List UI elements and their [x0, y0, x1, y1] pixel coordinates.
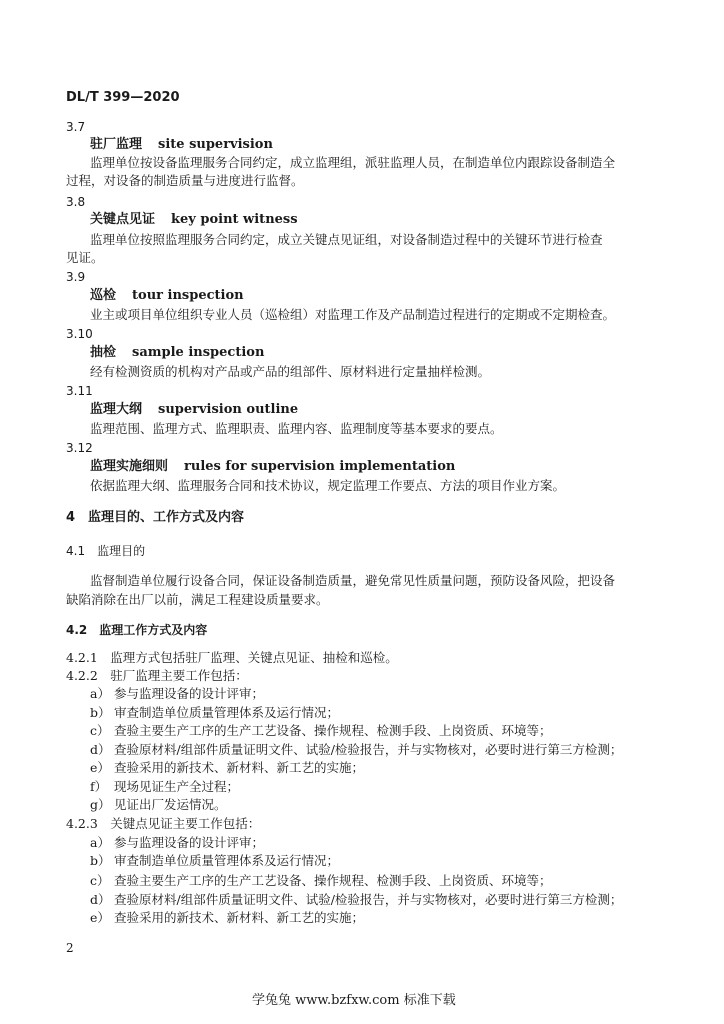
term-number: 3.7: [66, 120, 86, 134]
list-item-text: 查验主要生产工序的生产工艺设备、操作规程、检测手段、上岗资质、环境等；: [114, 723, 552, 738]
list-item-text: 查验采用的新技术、新材料、新工艺的实施；: [114, 760, 365, 775]
term-en: rules for supervision implementation: [184, 459, 456, 474]
clause-line: 4.2.1 监理方式包括驻厂监理、关键点见证、抽检和巡检。: [66, 650, 398, 665]
list-item: [90, 872, 552, 890]
list-item-letter: a）: [90, 686, 110, 701]
list-item: [90, 796, 227, 814]
subsection-heading: 4.1 监理目的: [66, 544, 146, 558]
list-item: [90, 778, 239, 796]
term-definition-line: 监理单位按照监理服务合同约定，成立关键点见证组，对设备制造过程中的关键环节进行检查: [90, 232, 603, 247]
clause-heading: 4.2.3 关键点见证主要工作包括：: [66, 816, 261, 831]
list-item-letter: c）: [90, 873, 110, 888]
term-title: [90, 401, 298, 419]
list-item-letter: f）: [90, 779, 108, 794]
list-item-letter: e）: [90, 910, 110, 925]
list-item-text: 查验原材料/组部件质量证明文件、试验/检验报告，并与实物核对，必要时进行第三方检测；: [114, 742, 623, 757]
term-definition-line: 经有检测资质的机构对产品或产品的组部件、原材料进行定量抽样检测。: [90, 364, 491, 379]
list-item-text: 查验采用的新技术、新材料、新工艺的实施；: [114, 910, 365, 925]
doc-number: DL/T 399—2020: [66, 90, 180, 105]
term-en: supervision outline: [158, 402, 299, 417]
list-item-letter: b）: [90, 705, 111, 720]
footer-watermark-link[interactable]: 学兔兔 www.bzfxw.com 标准下载: [252, 993, 456, 1008]
term-en: tour inspection: [132, 288, 244, 303]
term-zh: 监理实施细则: [90, 459, 169, 474]
list-item-text: 见证出厂发运情况。: [114, 797, 227, 812]
list-item: [90, 704, 339, 722]
term-zh: 监理大纲: [90, 402, 143, 417]
list-item: [90, 685, 264, 703]
paragraph-line: 缺陷消除在出厂以前，满足工程建设质量要求。: [66, 592, 329, 607]
section-heading: 4 监理目的、工作方式及内容: [66, 510, 245, 525]
term-title: [90, 211, 298, 229]
term-zh: 抽检: [90, 345, 117, 360]
list-item-text: 现场见证生产全过程；: [114, 779, 240, 794]
paragraph-line: 监督制造单位履行设备合同，保证设备制造质量，避免常见性质量问题，预防设备风险，把设备: [90, 573, 616, 588]
list-item-text: 参与监理设备的设计评审；: [114, 686, 265, 701]
term-en: key point witness: [171, 212, 298, 227]
page-number: 2: [66, 941, 74, 955]
clause-heading: 4.2.2 驻厂监理主要工作包括：: [66, 668, 248, 683]
term-definition-line: 业主或项目单位组织专业人员（巡检组）对监理工作及产品制造过程进行的定期或不定期检查。: [90, 307, 616, 322]
list-item: [90, 852, 339, 870]
term-title: [90, 344, 264, 362]
term-number: 3.8: [66, 195, 86, 209]
list-item-letter: d）: [90, 742, 111, 757]
term-number: 3.11: [66, 384, 93, 398]
term-definition-line: 过程，对设备的制造质量与进度进行监督。: [66, 173, 304, 188]
term-number: 3.9: [66, 270, 86, 284]
term-definition-line: 见证。: [66, 250, 104, 265]
list-item: [90, 741, 622, 759]
list-item-text: 查验主要生产工序的生产工艺设备、操作规程、检测手段、上岗资质、环境等；: [114, 873, 552, 888]
list-item: [90, 834, 264, 852]
list-item: [90, 722, 552, 740]
term-en: site supervision: [158, 137, 273, 152]
list-item-text: 查验原材料/组部件质量证明文件、试验/检验报告，并与实物核对，必要时进行第三方检测；: [114, 892, 623, 907]
list-item: [90, 909, 364, 927]
list-item-letter: c）: [90, 723, 110, 738]
term-number: 3.12: [66, 441, 93, 455]
term-zh: 巡检: [90, 288, 117, 303]
term-title: [90, 136, 273, 154]
term-number: 3.10: [66, 327, 93, 341]
subsection-heading: 4.2 监理工作方式及内容: [66, 623, 208, 637]
term-definition-line: 监理范围、监理方式、监理职责、监理内容、监理制度等基本要求的要点。: [90, 421, 503, 436]
term-definition-line: 依据监理大纲、监理服务合同和技术协议，规定监理工作要点、方法的项目作业方案。: [90, 478, 566, 493]
list-item-letter: e）: [90, 760, 110, 775]
list-item-letter: a）: [90, 835, 110, 850]
term-title: [90, 287, 244, 305]
term-zh: 关键点见证: [90, 212, 156, 227]
list-item-text: 审查制造单位质量管理体系及运行情况；: [114, 853, 340, 868]
list-item-text: 参与监理设备的设计评审；: [114, 835, 265, 850]
term-definition-line: 监理单位按设备监理服务合同约定，成立监理组，派驻监理人员，在制造单位内跟踪设备制造全: [90, 155, 616, 170]
list-item-letter: g）: [90, 797, 111, 812]
term-en: sample inspection: [132, 345, 265, 360]
list-item: [90, 759, 364, 777]
list-item-letter: b）: [90, 853, 111, 868]
list-item: [90, 891, 622, 909]
list-item-letter: d）: [90, 892, 111, 907]
term-title: [90, 458, 455, 476]
term-zh: 驻厂监理: [90, 137, 143, 152]
list-item-text: 审查制造单位质量管理体系及运行情况；: [114, 705, 340, 720]
